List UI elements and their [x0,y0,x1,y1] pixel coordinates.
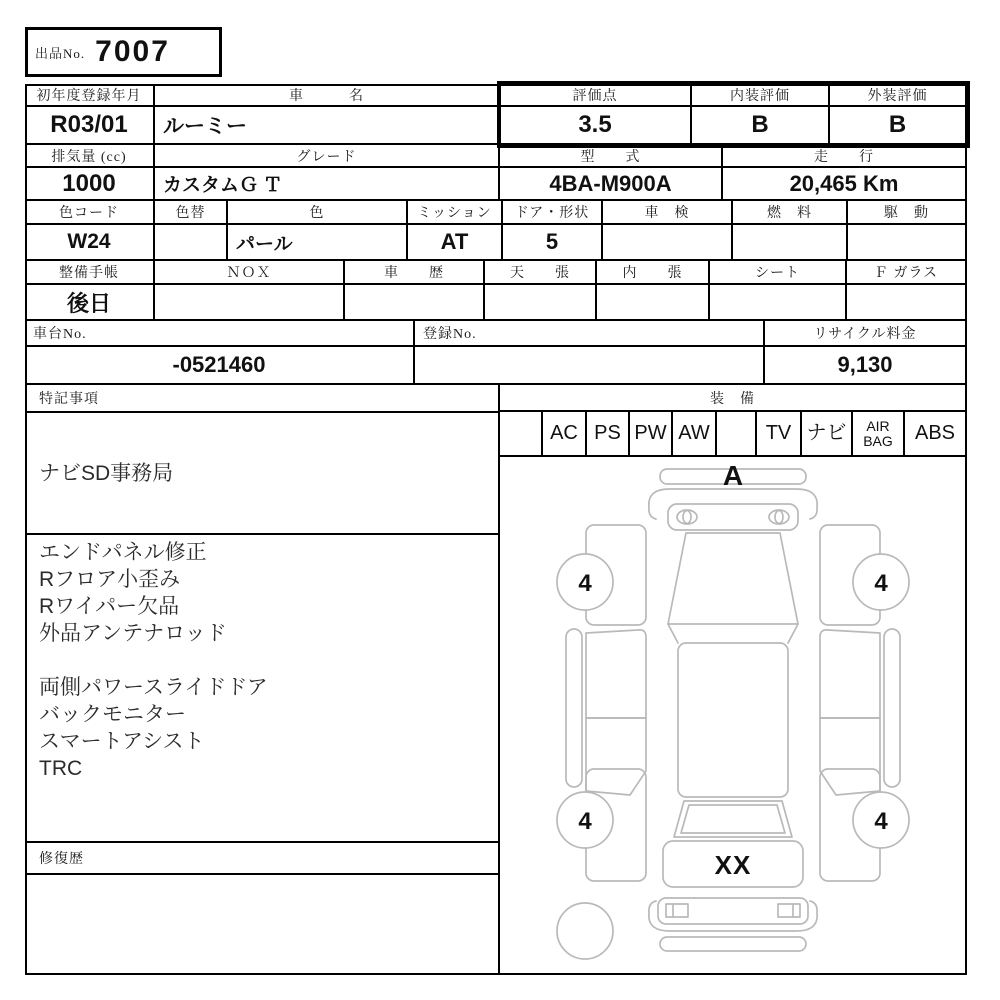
a-pillars [668,624,798,643]
color-label: 色 [228,201,408,225]
fuel-label: 燃 料 [733,201,848,225]
history-label: 車 歴 [345,261,485,285]
grade-label: グレード [155,145,500,168]
mileage-label: 走 行 [723,145,967,168]
color-code-label: 色コード [25,201,155,225]
score-label: 評価点 [500,84,692,107]
fuel-value [733,225,848,261]
first-reg-label: 初年度登録年月 [25,84,155,107]
special-notes-label: 特記事項 [25,385,500,413]
rear-bottom-bar [660,937,806,951]
rear-window-inner [681,805,785,833]
service-book-value: 後日 [25,285,155,321]
repair-history-label: 修復歴 [25,843,500,875]
equipment-cell-abs: ABS [905,412,967,457]
rear-window [674,801,792,837]
equipment-cell [717,412,757,457]
exterior-grade-label: 外装評価 [830,84,967,107]
note-line: バックモニター [39,703,186,726]
first-reg-value: R03/01 [25,107,155,145]
equipment-cell-pw: PW [630,412,673,457]
rear-bumper [658,898,808,924]
grade-value: カスタムＧ Ｔ [155,168,500,201]
side-strip-left [566,629,582,787]
interior-grade-value: B [692,107,830,145]
car-name-value: ルーミー [155,107,500,145]
f-glass-value [847,285,967,321]
headliner-value [485,285,597,321]
equipment-cell-navi: ナビ [802,412,853,457]
seat-value [710,285,847,321]
color-change-label: 色替 [155,201,228,225]
side-strip-right [884,629,900,787]
equipment-cell-airbag: AIR BAG [853,412,905,457]
note-line: Rワイパー欠品 [39,595,180,618]
recycle-fee-value: 9,130 [765,347,967,385]
color-change-value [155,225,228,261]
spare-tire [557,903,613,959]
equipment-cell-ps: PS [587,412,630,457]
equipment-label: 装 備 [500,385,967,412]
car-diagram [500,457,963,971]
model-code-label: 型 式 [500,145,723,168]
model-code-value: 4BA-M900A [500,168,723,201]
note-line [25,647,39,674]
chassis-no-label: 車台No. [25,321,415,347]
color-code-value: W24 [25,225,155,261]
drive-value [848,225,967,261]
inspection-label: 車 検 [603,201,733,225]
drive-label: 駆 動 [848,201,967,225]
roof-panel [678,643,788,797]
service-book-label: 整備手帳 [25,261,155,285]
score-value: 3.5 [500,107,692,145]
special-notes-box1-text: ナビSD事務局 [39,461,174,485]
note-line: 両側パワースライドドア [39,676,268,699]
lot-number-value: 7007 [95,35,170,68]
displacement-label: 排気量 (cc) [25,145,155,168]
door-trim-value [597,285,710,321]
doors-value: 5 [503,225,603,261]
diagram-wheel-grade-front-left: 4 [578,570,592,597]
transmission-value: AT [408,225,503,261]
doors-label: ドア・形状 [503,201,603,225]
lot-number-box [25,27,222,77]
diagram-wheel-grade-rear-left: 4 [578,808,592,835]
recycle-fee-label: リサイクル料金 [765,321,967,347]
note-line: 外品アンテナロッド [39,622,227,645]
reg-no-label: 登録No. [415,321,765,347]
reg-no-value [415,347,765,385]
note-line: エンドパネル修正 [39,541,207,564]
door-rear-left [586,718,646,795]
note-line: スマートアシスト [39,730,205,753]
f-glass-label: Ｆ ガラス [847,261,967,285]
car-name-label: 車 名 [155,84,500,107]
equipment-cell-ac: AC [543,412,587,457]
equipment-cell-aw: AW [673,412,717,457]
chassis-no-value: -0521460 [25,347,415,385]
door-front-left [586,630,646,718]
seat-label: シート [710,261,847,285]
diagram-front-grade: A [722,460,744,491]
door-rear-right [820,718,880,795]
mileage-value: 20,465 Km [723,168,967,201]
diagram-wheel-grade-front-right: 4 [874,570,888,597]
special-notes-box2 [25,535,500,843]
car-diagram-area [500,457,967,975]
door-trim-label: 内 張 [597,261,710,285]
lot-number-label: 出品No. [35,45,86,61]
equipment-cell [500,412,543,457]
diagram-wheel-grade-rear-right: 4 [874,808,888,835]
door-front-right [820,630,880,718]
special-notes-box1 [25,413,500,535]
transmission-label: ミッション [408,201,503,225]
exterior-grade-value: B [830,107,967,145]
color-value: パール [228,225,408,261]
repair-history-box [25,875,500,975]
interior-grade-label: 内装評価 [692,84,830,107]
nox-label: ＮＯＸ [155,261,345,285]
windshield [668,533,798,624]
hood-panel [668,504,798,530]
equipment-cell-tv: TV [757,412,802,457]
history-value [345,285,485,321]
nox-value [155,285,345,321]
note-line: Rフロア小歪み [39,568,181,591]
headliner-label: 天 張 [485,261,597,285]
note-line: TRC [39,757,83,780]
inspection-value [603,225,733,261]
displacement-value: 1000 [25,168,155,201]
diagram-rear-grade: XX [714,850,752,880]
